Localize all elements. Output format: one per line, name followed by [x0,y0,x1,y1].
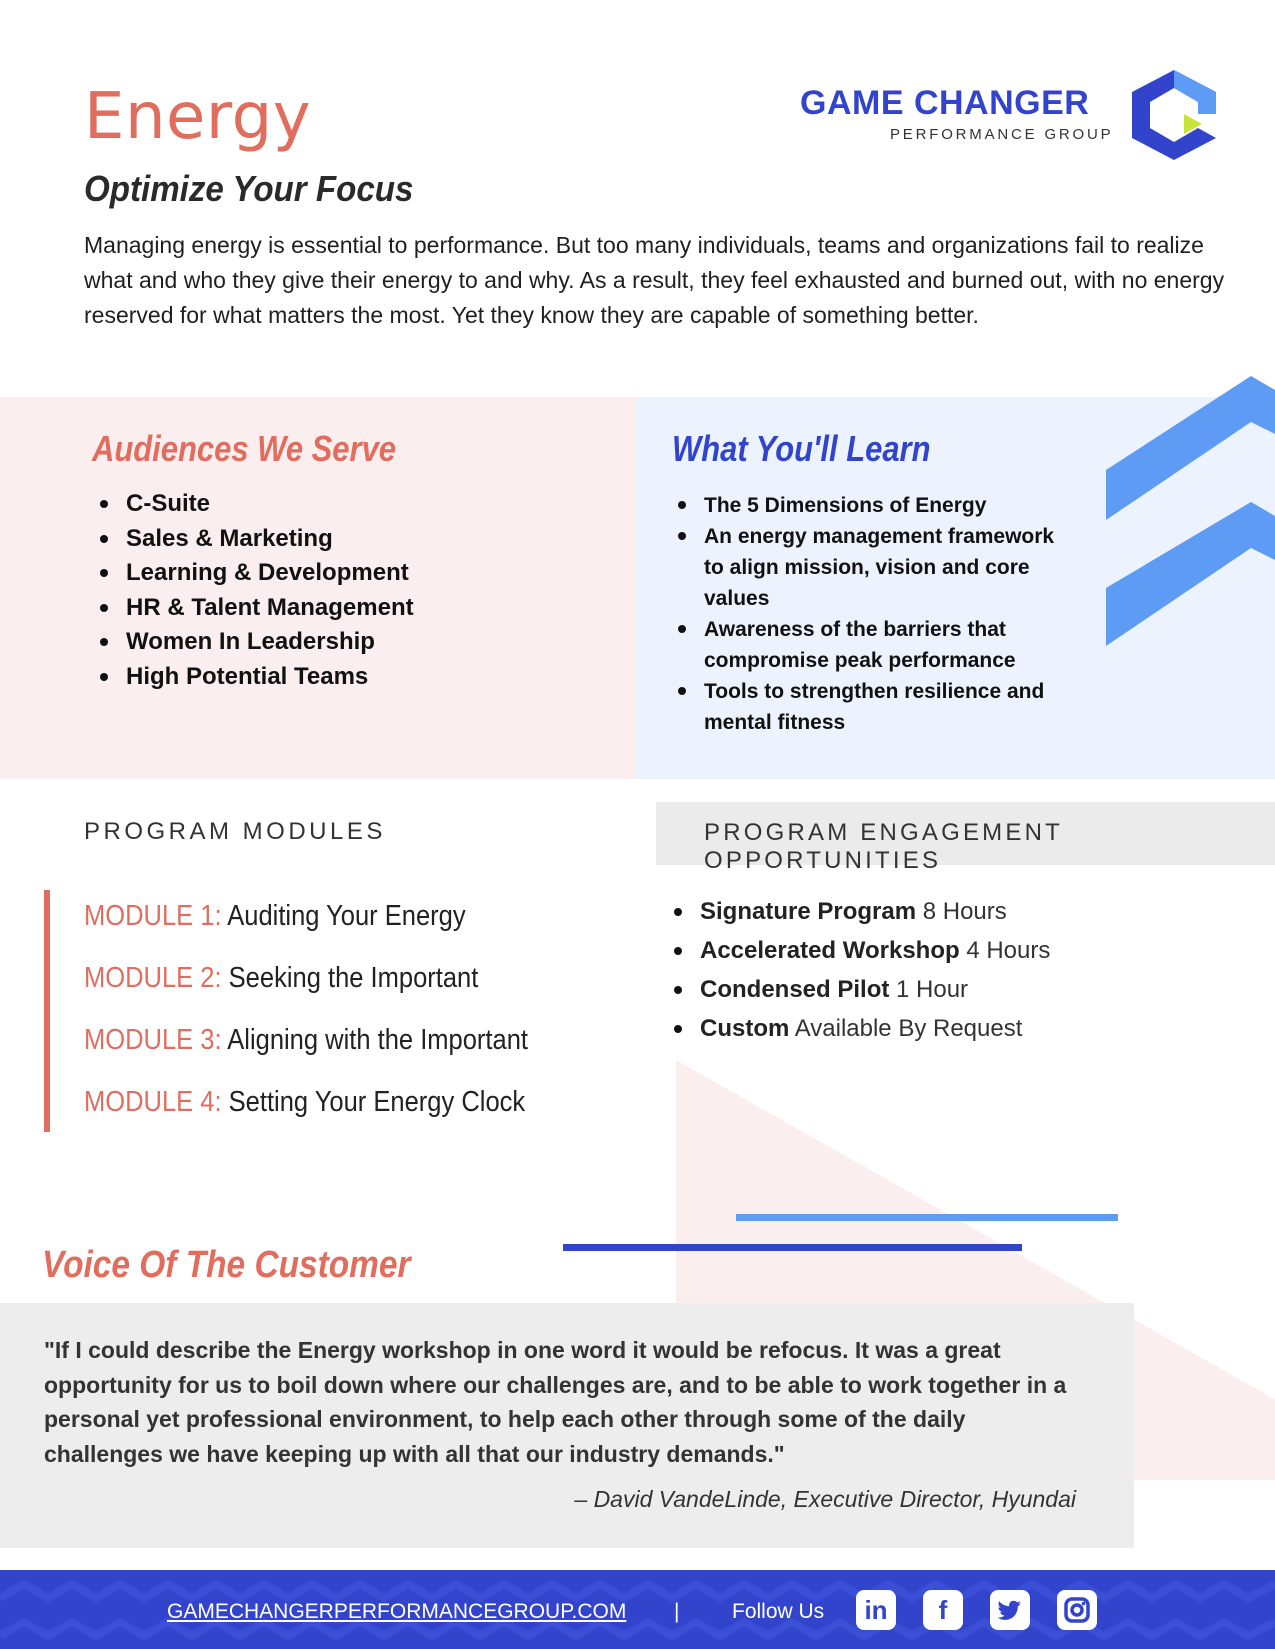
twitter-icon[interactable] [990,1590,1030,1630]
testimonial-quote: "If I could describe the Energy workshop in one word it would be refocus. It was a great opportunity for us to boil down where our challenges are, and to be able to work together in a personal yet professional environment, to help each other through some of the daily challenges we have keeping up with all that our industry demands." [44,1337,1067,1467]
engagement-detail: 4 Hours [966,937,1051,964]
list-item: HR & Talent Management [98,594,414,629]
intro-paragraph: Managing energy is essential to performance. But too many individuals, teams and organizations fail to realize what and who they give their energy to and why. As a result, they feel exhausted and burned out, with no energy reserved for what matters the most. Yet they know they are capable of something better. [84,232,1225,328]
list-item: Learning & Development [98,559,414,594]
learn-list [676,490,1056,738]
list-item: The 5 Dimensions of Energy [676,490,1056,521]
logo-tagline: PERFORMANCE GROUP [890,126,1114,143]
list-item: Tools to strengthen resilience and mental fitness [676,676,1056,738]
module-title: Aligning with the Important [227,1024,529,1056]
module-label: MODULE 4: [84,1086,222,1118]
engagement-list [672,897,1050,1053]
list-item: An energy management framework to align mission, vision and core values [676,521,1056,614]
engagement-name: Custom [700,1015,790,1042]
module-title: Auditing Your Energy [227,900,466,932]
logo-wordmark: GAME CHANGER [800,84,1090,122]
accent-line-light [736,1214,1118,1221]
engagement-detail: Available By Request [794,1015,1023,1042]
engagement-name: Accelerated Workshop [700,937,960,964]
list-item [672,936,1050,975]
modules-accent-bar [44,890,50,1132]
list-item: Women In Leadership [98,628,414,663]
engagement-detail: 1 Hour [896,976,969,1003]
voice-heading: Voice Of The Customer [42,1244,411,1286]
modules-heading: PROGRAM MODULES [84,818,386,845]
list-item: Awareness of the barriers that compromise peak performance [676,614,1056,676]
module-item [84,900,466,933]
list-item [672,897,1050,936]
accent-line-dark [563,1244,1022,1251]
page-subtitle: Optimize Your Focus [84,168,414,209]
module-label: MODULE 2: [84,962,222,994]
learn-heading: What You'll Learn [672,428,931,469]
audiences-heading: Audiences We Serve [92,428,397,469]
engagement-detail: 8 Hours [922,898,1007,925]
module-item [84,1024,528,1057]
audiences-list [98,490,414,697]
list-item [672,1014,1050,1053]
chevron-up-decoration-icon [1106,376,1275,646]
facebook-icon[interactable]: f [923,1590,963,1630]
engagement-heading: PROGRAM ENGAGEMENT OPPORTUNITIES [704,819,1063,874]
list-item: High Potential Teams [98,663,414,698]
page-title: Energy [84,80,312,154]
engagement-name: Signature Program [700,898,917,925]
list-item [672,975,1050,1014]
website-link[interactable]: GAMECHANGERPERFORMANCEGROUP.COM [167,1600,627,1623]
footer-separator: | [674,1600,680,1623]
module-item [84,1086,525,1119]
list-item: Sales & Marketing [98,525,414,560]
hexagon-g-logo-icon [1128,68,1220,160]
testimonial-attribution: – David VandeLinde, Executive Director, Hyundai [574,1486,1076,1512]
module-title: Setting Your Energy Clock [228,1086,526,1118]
instagram-icon[interactable] [1057,1590,1097,1630]
linkedin-icon[interactable]: in [856,1590,896,1630]
module-title: Seeking the Important [228,962,479,994]
engagement-name: Condensed Pilot [700,976,890,1003]
list-item: C-Suite [98,490,414,525]
module-label: MODULE 1: [84,900,222,932]
module-item [84,962,478,995]
follow-us-label: Follow Us [732,1600,825,1623]
module-label: MODULE 3: [84,1024,222,1056]
